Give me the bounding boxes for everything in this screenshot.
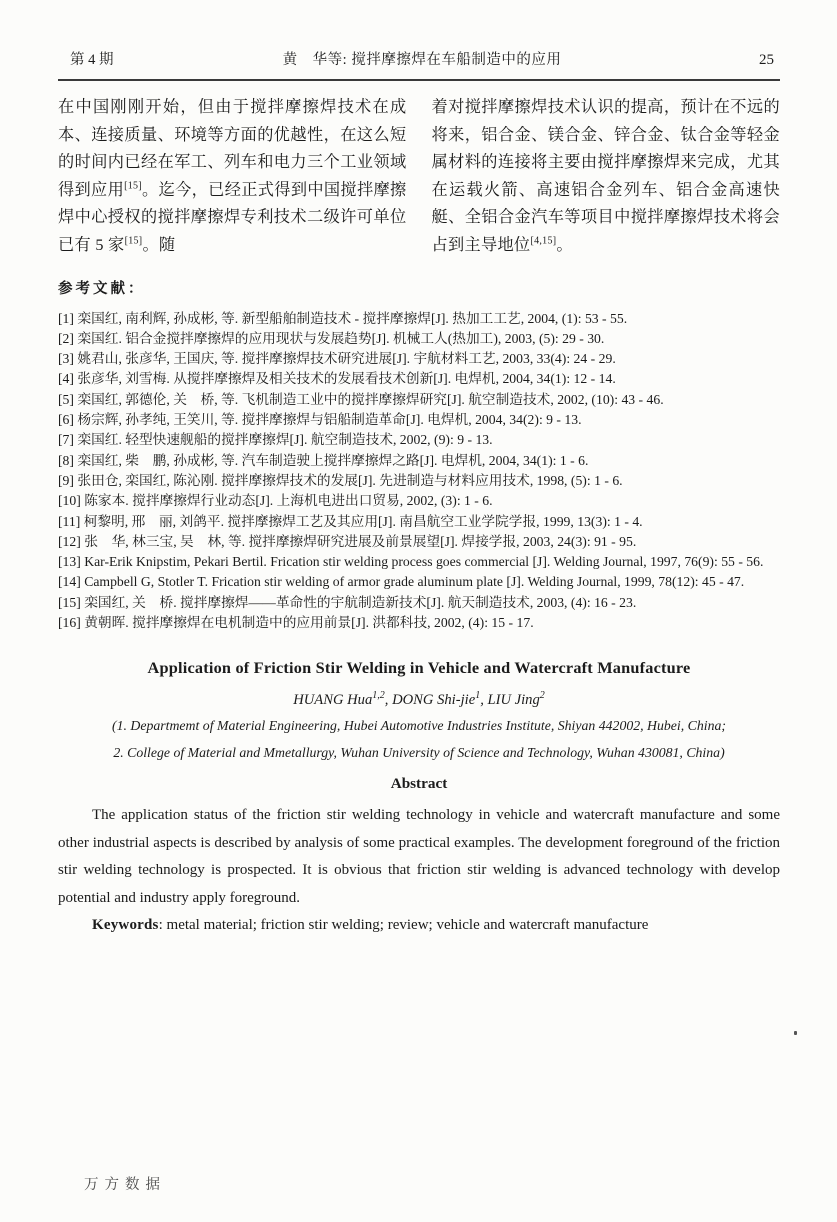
citation-superscript: [15] (124, 235, 143, 247)
keywords-line (58, 912, 780, 939)
keywords-text: : metal material; friction stir welding; review; vehicle and watercraft manufacture (158, 916, 649, 933)
wanfang-watermark: 万方数据 (84, 1177, 166, 1193)
page-header (58, 48, 780, 81)
body-text (58, 94, 780, 260)
reference-item: [11] 柯黎明, 邢 丽, 刘鸽平. 搅拌摩擦焊工艺及其应用[J]. 南昌航空工业学院学报, 1999, 13(3): 1 - 4. (58, 513, 643, 529)
abstract-heading: Abstract (390, 775, 448, 793)
affiliation-line-1: (1. Departmemt of Material Engineering, Hubei Automotive Industries Institute, Shiyan 442002, Hubei, China; (111, 718, 726, 734)
body-text-segment: 。随 (142, 235, 176, 254)
reference-item: [7] 栾国红. 轻型快速舰船的搅拌摩擦焊[J]. 航空制造技术, 2002, (9): 9 - 13. (58, 432, 493, 448)
reference-item: [9] 张田仓, 栾国红, 陈沁刚. 搅拌摩擦焊技术的发展[J]. 先进制造与材料应用技术, 1998, (5): 1 - 6. (58, 472, 623, 488)
reference-item: [4] 张彦华, 刘雪梅. 从搅拌摩擦焊及相关技术的发展看技术创新[J]. 电焊机, 2004, 34(1): 12 - 14. (58, 371, 616, 387)
reference-item: [16] 黄朝晖. 搅拌摩擦焊在电机制造中的应用前景[J]. 洪都科技, 2002, (4): 15 - 17. (58, 615, 534, 631)
authors-line (58, 692, 780, 709)
left-column-paragraph (58, 94, 407, 260)
reference-item: [5] 栾国红, 郭德伦, 关 桥, 等. 飞机制造工业中的搅拌摩擦焊研究[J]. 航空制造技术, 2002, (10): 43 - 46. (58, 391, 664, 407)
affiliation-line-2: 2. College of Material and Mmetallurgy, Wuhan University of Science and Technology, Wuhan 430081, China) (113, 745, 725, 761)
body-text-segment: 。迄今，已经正式得到中国搅拌摩擦焊中心授权的搅拌摩擦焊专利技术二级许可单位已有 5 家 (58, 180, 407, 254)
scan-speck (794, 1031, 797, 1035)
reference-item: [1] 栾国红, 南利辉, 孙成彬, 等. 新型船舶制造技术 - 搅拌摩擦焊[J]. 热加工工艺, 2004, (1): 53 - 55. (58, 310, 628, 326)
right-column-paragraph (432, 94, 781, 260)
author-name: LIU Jing (487, 692, 540, 709)
body-text-segment: 在中国刚刚开始，但由于搅拌摩擦焊技术在成本、连接质量、环境等方面的优越性，在这么短的时间内已经在军工、列车和电力三个工业领域得到应用 (58, 98, 407, 199)
reference-item: [10] 陈家本. 搅拌摩擦焊行业动态[J]. 上海机电进出口贸易, 2002, (3): 1 - 6. (58, 493, 493, 509)
header-running-title: 黄 华等: 搅拌摩擦焊在车船制造中的应用 (282, 52, 562, 68)
citation-superscript: [15] (124, 180, 142, 192)
references-heading: 参考文献： (58, 280, 146, 297)
body-text-segment: 。 (556, 235, 573, 254)
english-title: Application of Friction Stir Welding in Vehicle and Watercraft Manufacture (147, 658, 691, 678)
author-separator: , (480, 692, 488, 709)
author-separator: , (384, 692, 393, 709)
citation-superscript: [4,15] (530, 235, 557, 247)
author-affiliation-superscript: 1 (475, 690, 481, 702)
author-affiliation-superscript: 2 (539, 690, 545, 702)
abstract-paragraph: The application status of the friction stir welding technology in vehicle and watercraft manufacture and some other industrial aspects is described by analysis of some practical examples. The development foreground of the friction stir welding technology is prospected. It is obvious that friction stir welding is advanced technology with develop potential and industry apply foreground. (58, 807, 780, 906)
author-name: HUANG Hua (293, 692, 373, 709)
author-affiliation-superscript: 1,2 (372, 690, 385, 702)
references-list (58, 309, 780, 634)
reference-item: [15] 栾国红, 关 桥. 搅拌摩擦焊——革命性的宇航制造新技术[J]. 航天制造技术, 2003, (4): 16 - 23. (58, 594, 637, 610)
reference-item: [3] 姚君山, 张彦华, 王国庆, 等. 搅拌摩擦焊技术研究进展[J]. 宇航材料工艺, 2003, 33(4): 24 - 29. (58, 351, 616, 367)
reference-item: [2] 栾国红. 铝合金搅拌摩擦焊的应用现状与发展趋势[J]. 机械工人(热加工), 2003, (5): 29 - 30. (58, 330, 605, 346)
reference-item: [6] 杨宗辉, 孙孝纯, 王笑川, 等. 搅拌摩擦焊与铝船制造革命[J]. 电焊机, 2004, 34(2): 9 - 13. (58, 412, 582, 428)
keywords-label: Keywords (92, 916, 159, 933)
reference-item: [12] 张 华, 林三宝, 吴 林, 等. 搅拌摩擦焊研究进展及前景展望[J]. 焊接学报, 2003, 24(3): 91 - 95. (58, 533, 637, 549)
header-issue-number: 第 4 期 (70, 52, 114, 68)
author-name: DONG Shi-jie (392, 692, 476, 709)
reference-item: [14] Campbell G, Stotler T. Frication stir welding of armor grade aluminum plate [J]. Welding Journal, 1999, 78(12): 45 - 47. (58, 574, 745, 590)
reference-item: [8] 栾国红, 柴 鹏, 孙成彬, 等. 汽车制造驶上搅拌摩擦焊之路[J]. 电焊机, 2004, 34(1): 1 - 6. (58, 452, 589, 468)
reference-item: [13] Kar-Erik Knipstim, Pekari Bertil. Frication stir welding process goes commercial [J]. Welding Journal, 1997, 76(9): 55 - 56. (58, 554, 764, 570)
header-page-number: 25 (759, 52, 774, 68)
body-text-segment: 着对搅拌摩擦焊技术认识的提高，预计在不远的将来，铝合金、镁合金、锌合金、钛合金等轻金属材料的连接将主要由搅拌摩擦焊来完成，尤其在运载火箭、高速铝合金列车、铝合金高速快艇、全铝合金汽车等项目中搅拌摩擦焊技术将会占到主导地位 (431, 98, 780, 254)
